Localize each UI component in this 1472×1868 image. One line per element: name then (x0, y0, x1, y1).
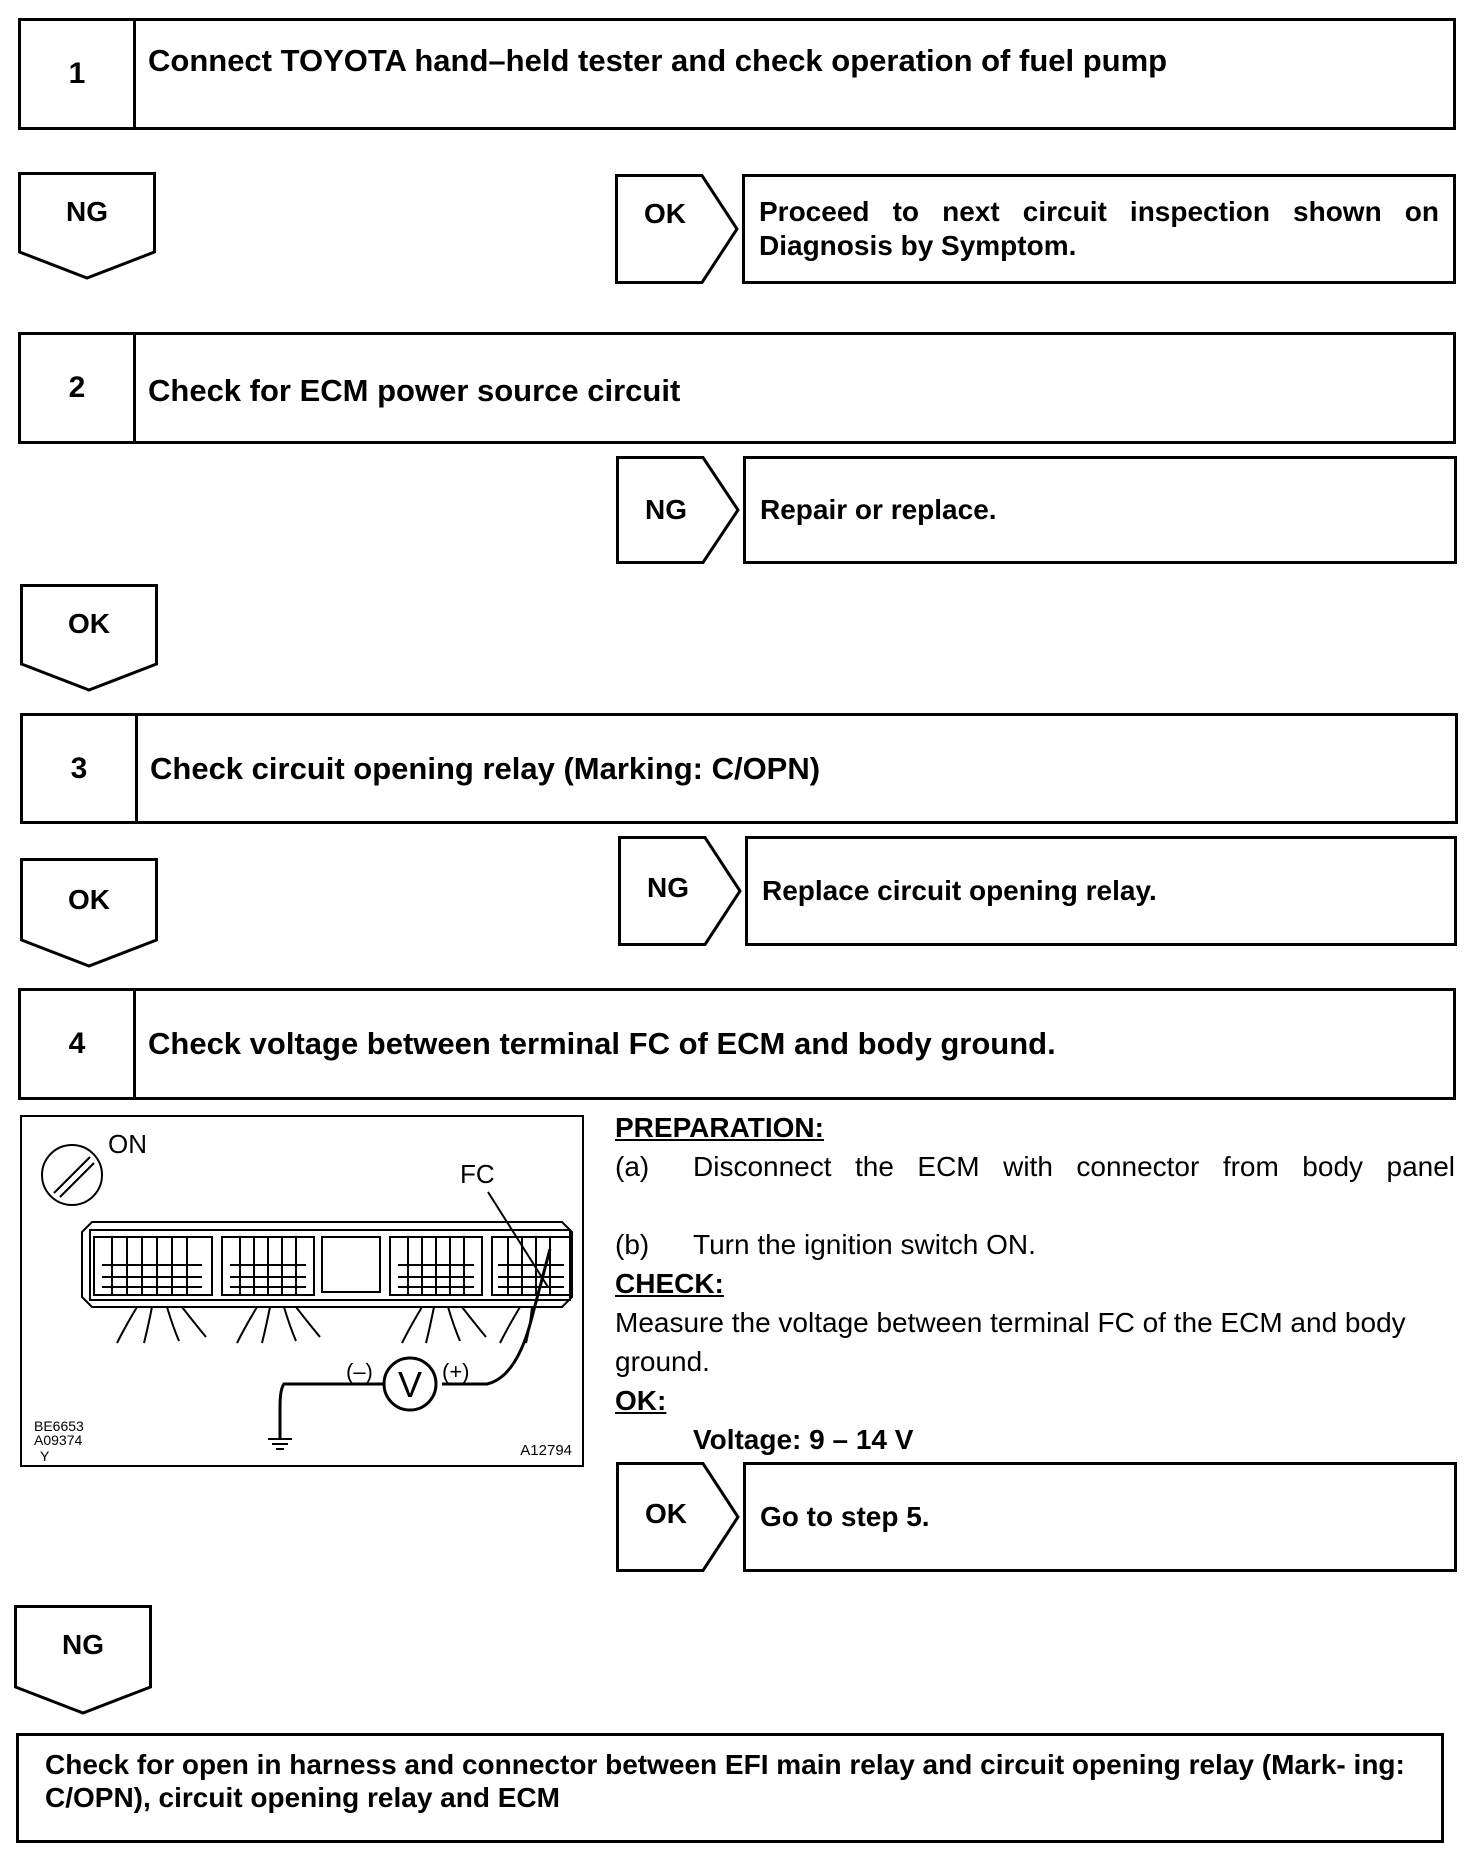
step-title: Connect TOYOTA hand–held tester and check operation of fuel pump (148, 43, 1168, 78)
tag-label: OK (645, 1498, 687, 1529)
step-key: (b) (615, 1229, 650, 1260)
body-ground-icon (268, 1439, 292, 1449)
result-box: Replace circuit opening relay. (745, 836, 1457, 946)
result-box: Proceed to next circuit inspection shown on Diagnosis by Symptom. (742, 174, 1456, 284)
figure-id: A12794 (520, 1442, 572, 1459)
voltmeter-label: V (397, 1364, 423, 1405)
step-4-box (18, 988, 1456, 1100)
ecm-connector-drawing (22, 1117, 586, 1469)
step-1-box (18, 18, 1456, 130)
negative-label: (–) (346, 1359, 373, 1384)
check-text: Measure the voltage between terminal FC of the ECM and body ground. (615, 1307, 1406, 1377)
tag-label: OK (68, 884, 110, 915)
figure-code: BE6653 (34, 1418, 84, 1434)
step-number: 2 (21, 335, 136, 441)
result-box: Go to step 5. (743, 1462, 1457, 1572)
step-title: Check for ECM power source circuit (148, 373, 681, 408)
step-2-box (18, 332, 1456, 444)
ignition-switch-icon (42, 1145, 102, 1205)
tag-label: NG (66, 196, 108, 227)
inspection-instructions (615, 1108, 1455, 1459)
step-text: Turn the ignition switch ON. (693, 1229, 1036, 1260)
ng-right-tag (618, 836, 742, 946)
ok-right-tag (615, 174, 739, 284)
step-title: Check voltage between terminal FC of ECM and body ground. (148, 1026, 1056, 1061)
ng-down-tag (14, 1605, 152, 1715)
tag-label: NG (62, 1629, 104, 1660)
fc-terminal-label: FC (460, 1159, 495, 1189)
tag-label: OK (644, 198, 686, 229)
ok-down-tag (20, 858, 158, 968)
final-action-box: Check for open in harness and connector between EFI main relay and circuit opening relay (Mark- ing: C/OPN), circuit opening relay and ECM (16, 1733, 1444, 1843)
figure-code: Y (40, 1448, 50, 1464)
step-number: 1 (21, 21, 136, 127)
ng-down-tag (18, 172, 156, 280)
step-3-box (20, 713, 1458, 824)
step-key: (a) (615, 1151, 650, 1182)
preparation-heading: PREPARATION: (615, 1112, 824, 1143)
prep-step-b (615, 1225, 1455, 1264)
step-text: Disconnect the ECM with connector from body panel (693, 1151, 1455, 1182)
switch-on-label: ON (108, 1129, 147, 1159)
result-box: Repair or replace. (743, 456, 1457, 564)
tag-label: NG (645, 494, 687, 525)
negative-probe-wire (280, 1384, 384, 1439)
ecm-voltage-illustration (20, 1115, 584, 1467)
positive-label: (+) (442, 1359, 470, 1384)
check-heading: CHECK: (615, 1268, 724, 1299)
step-title: Check circuit opening relay (Marking: C/OPN) (150, 750, 821, 786)
ecm-connector-body (82, 1222, 572, 1343)
prep-step-a (615, 1147, 1455, 1186)
figure-code: A09374 (34, 1432, 83, 1448)
ok-down-tag (20, 584, 158, 692)
step-number: 4 (21, 991, 136, 1097)
ng-right-tag (616, 456, 740, 564)
fc-leader-line (488, 1192, 548, 1287)
ok-heading: OK: (615, 1385, 667, 1416)
tag-label: OK (68, 608, 110, 639)
voltage-spec: Voltage: 9 – 14 V (693, 1424, 914, 1455)
step-number: 3 (23, 716, 138, 821)
tag-label: NG (647, 872, 689, 903)
ok-right-tag (616, 1462, 740, 1572)
